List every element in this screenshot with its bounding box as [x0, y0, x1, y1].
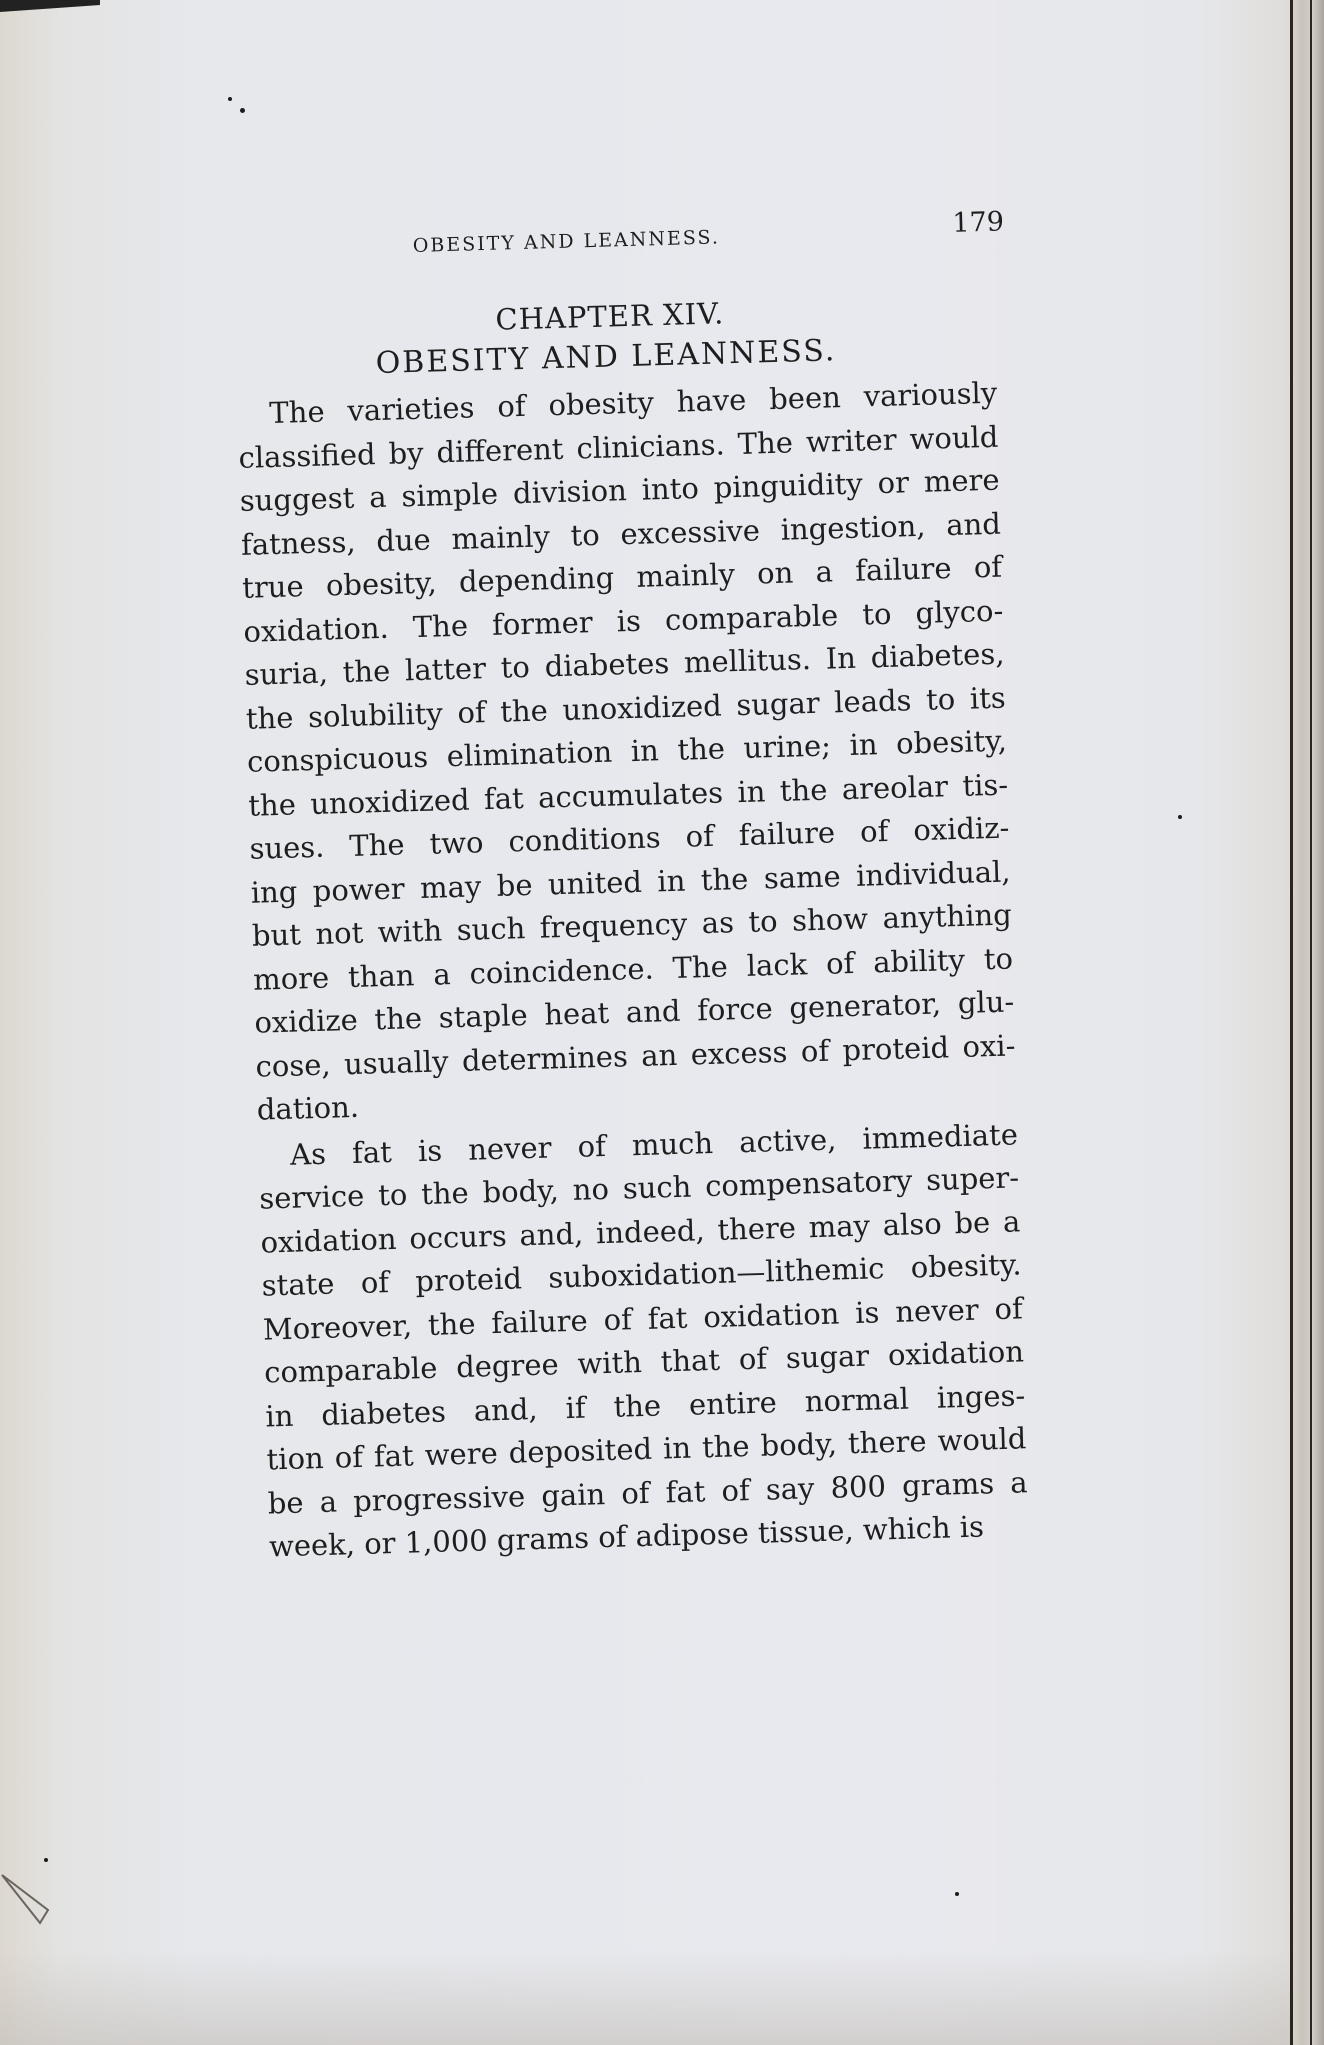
- text-line: comparable degree with that of sugar oxidation: [263, 1334, 1025, 1390]
- text-line: The varieties of obesity have been variously: [268, 375, 998, 431]
- torn-corner-mark: [0, 1865, 55, 1925]
- text-line: suggest a simple division into pinguidity or mere: [239, 462, 1001, 518]
- text-line: dation.: [256, 1089, 360, 1127]
- text-line: state of proteid suboxidation—lithemic obesity.: [261, 1247, 1022, 1303]
- text-line: As fat is never of much active, immediate: [289, 1116, 1019, 1172]
- chapter-title: OBESITY AND LEANNESS.: [375, 333, 837, 382]
- text-line: be a progressive gain of fat of say 800 grams a: [267, 1464, 1029, 1520]
- text-line: Moreover, the failure of fat oxidation is never of: [262, 1290, 1024, 1347]
- text-line: cose, usually determines an excess of proteid oxi-: [255, 1027, 1016, 1084]
- page-edge-line: [1290, 0, 1293, 2045]
- text-line: suria, the latter to diabetes mellitus. In diabetes,: [244, 636, 1005, 692]
- text-line: conspicuous elimination in the urine; in obesity,: [246, 723, 1008, 779]
- text-line: true obesity, depending mainly on a failure of: [241, 549, 1003, 605]
- paragraph: [237, 371, 1037, 1132]
- text-line: in diabetes and, if the entire normal inges-: [264, 1377, 1026, 1434]
- text-line: the unoxidized fat accumulates in the areolar tis-: [247, 767, 1009, 823]
- page-number: 179: [951, 206, 1005, 239]
- text-line: tion of fat were deposited in the body, there would: [266, 1421, 1027, 1477]
- page-edge-line: [1310, 0, 1312, 2045]
- page-bottom-shadow: [0, 1950, 1295, 2045]
- text-line: oxidize the staple heat and force generator, glu-: [253, 984, 1015, 1040]
- ink-speck: [44, 1858, 48, 1862]
- text-line: classified by different clinicians. The writer would: [238, 419, 999, 475]
- text-line: fatness, due mainly to excessive ingestion, and: [240, 506, 1002, 562]
- paragraph: [258, 1112, 1050, 1569]
- text-line: sues. The two conditions of failure of oxidiz-: [249, 810, 1010, 866]
- ink-speck: [1178, 815, 1182, 819]
- text-line: oxidation occurs and, indeed, there may also be a: [260, 1203, 1021, 1260]
- text-line: service to the body, no such compensatory super-: [258, 1160, 1020, 1216]
- text-line: but not with such frequency as to show anything: [251, 897, 1013, 953]
- ink-speck: [240, 108, 245, 113]
- text-line: more than a coincidence. The lack of ability to: [252, 940, 1014, 997]
- ink-speck: [955, 1892, 959, 1896]
- chapter-number: CHAPTER XIV.: [495, 296, 725, 337]
- text-line: week, or 1,000 grams of adipose tissue, which is: [268, 1509, 985, 1564]
- text-line: ing power may be united in the same individual,: [250, 854, 1011, 910]
- text-line: the solubility of the unoxidized sugar leads to its: [245, 680, 1007, 736]
- running-head-title: OBESITY AND LEANNESS.: [412, 226, 721, 257]
- text-line: oxidation. The former is comparable to glyco-: [243, 593, 1004, 649]
- page-text: [232, 198, 1049, 1569]
- ink-speck: [228, 97, 232, 101]
- book-spine-edge: [1292, 0, 1324, 2045]
